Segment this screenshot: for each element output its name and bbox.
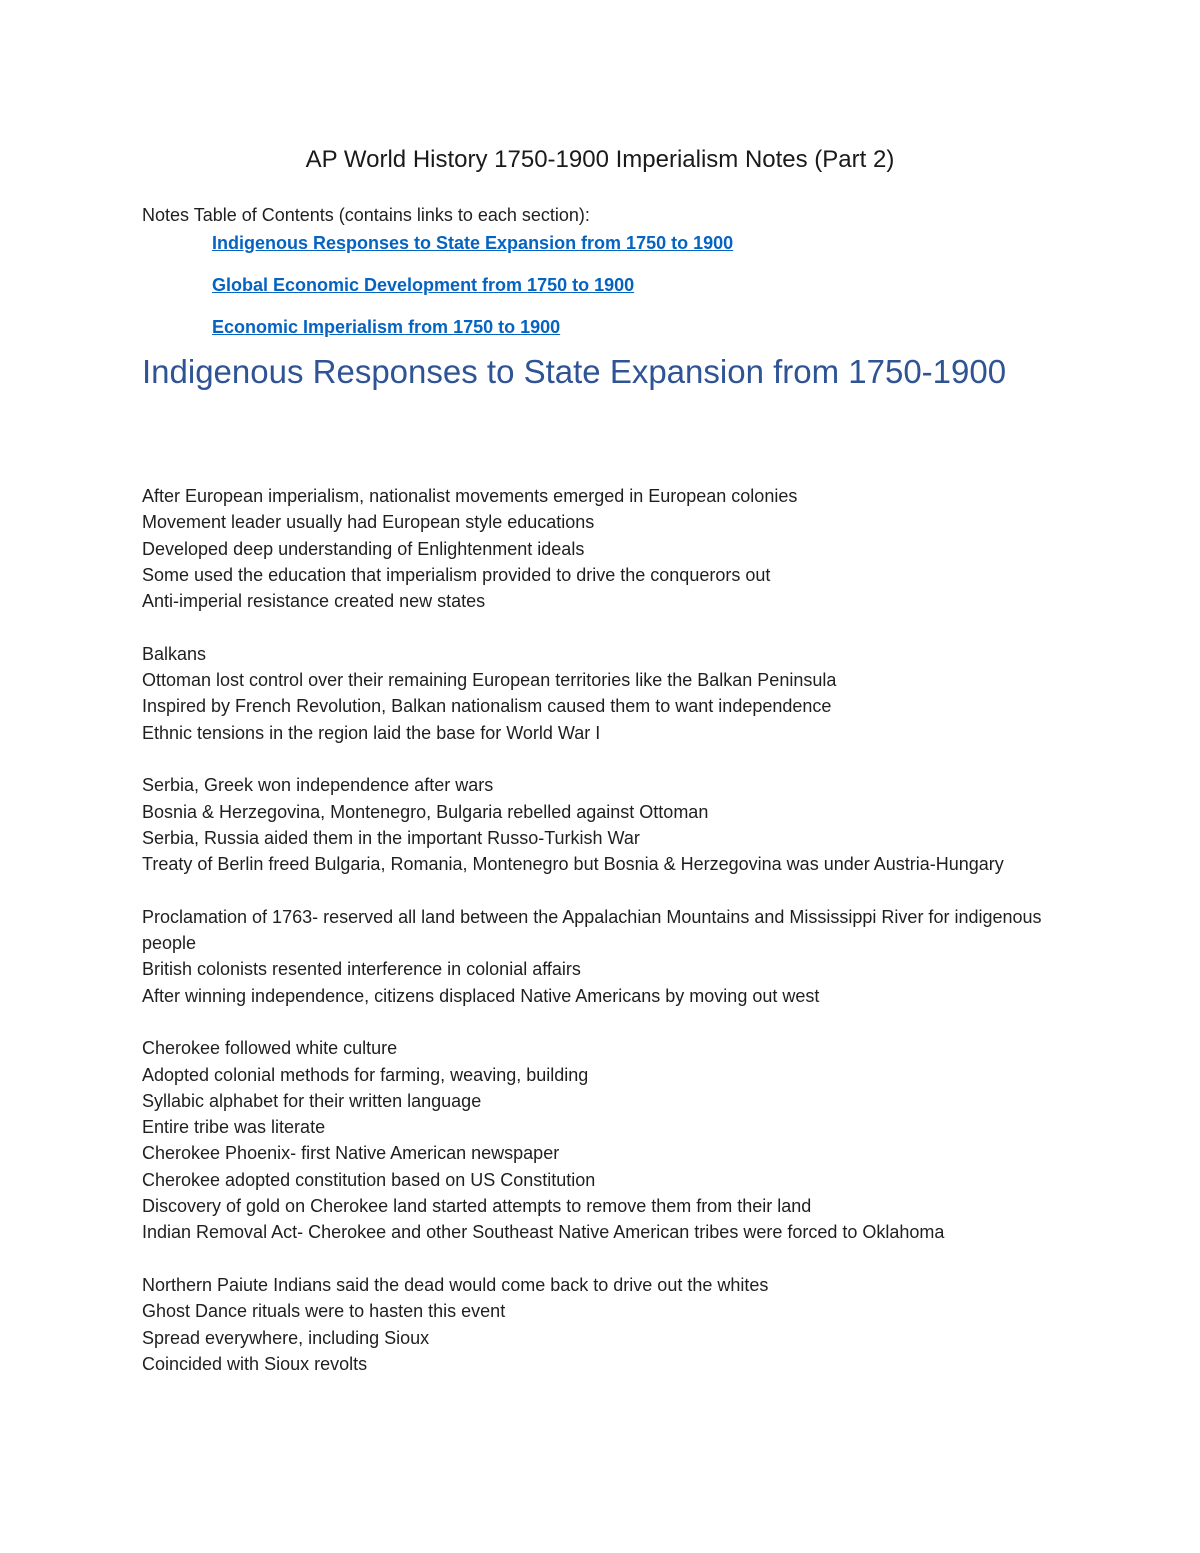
note-line: Some used the education that imperialism provided to drive the conquerors out: [142, 564, 771, 585]
note-line: Proclamation of 1763- reserved all land between the Appalachian Mountains and Mississippi River for indigenous people: [142, 906, 1042, 954]
note-line: Treaty of Berlin freed Bulgaria, Romania, Montenegro but Bosnia & Herzegovina was under Austria-Hungary: [142, 854, 1004, 875]
note-line: Syllabic alphabet for their written language: [142, 1090, 482, 1111]
note-line: Coincided with Sioux revolts: [142, 1353, 368, 1374]
section-heading: Indigenous Responses to State Expansion from 1750-1900: [142, 353, 1007, 390]
notes-body: [142, 483, 1042, 1377]
note-line: Anti-imperial resistance created new states: [142, 591, 486, 612]
note-line: Cherokee Phoenix- first Native American newspaper: [142, 1143, 560, 1164]
note-line: Cherokee followed white culture: [142, 1038, 398, 1059]
note-line: Ottoman lost control over their remaining European territories like the Balkan Peninsula: [142, 670, 837, 691]
note-line: Ethnic tensions in the region laid the base for World War I: [142, 722, 601, 743]
note-line: Serbia, Greek won independence after wars: [142, 775, 494, 796]
note-line: Ghost Dance rituals were to hasten this event: [142, 1301, 506, 1322]
note-line: Entire tribe was literate: [142, 1117, 326, 1138]
note-paragraph: [142, 904, 1042, 1009]
note-line: Discovery of gold on Cherokee land started attempts to remove them from their land: [142, 1196, 812, 1217]
document-title: AP World History 1750-1900 Imperialism Notes (Part 2): [305, 146, 895, 173]
note-paragraph: [142, 641, 1042, 746]
note-line: Serbia, Russia aided them in the important Russo-Turkish War: [142, 827, 640, 848]
note-paragraph: [142, 1272, 1042, 1377]
note-line: Bosnia & Herzegovina, Montenegro, Bulgaria rebelled against Ottoman: [142, 801, 709, 822]
note-paragraph: [142, 483, 1042, 614]
note-line: Northern Paiute Indians said the dead would come back to drive out the whites: [142, 1274, 769, 1295]
note-line: After European imperialism, nationalist movements emerged in European colonies: [142, 486, 798, 506]
note-paragraph: [142, 772, 1042, 877]
toc-intro: Notes Table of Contents (contains links to each section):: [142, 205, 590, 225]
note-line: Movement leader usually had European style educations: [142, 512, 595, 533]
note-line: After winning independence, citizens displaced Native Americans by moving out west: [142, 985, 820, 1006]
note-line: Adopted colonial methods for farming, weaving, building: [142, 1064, 589, 1085]
note-line: Spread everywhere, including Sioux: [142, 1327, 430, 1348]
note-line: Indian Removal Act- Cherokee and other Southeast Native American tribes were forced to Oklahoma: [142, 1222, 945, 1243]
note-line: Developed deep understanding of Enlightenment ideals: [142, 538, 585, 559]
toc-link-indigenous-responses[interactable]: Indigenous Responses to State Expansion from 1750 to 1900: [212, 233, 734, 253]
note-line: Cherokee adopted constitution based on US Constitution: [142, 1169, 596, 1190]
note-line: Inspired by French Revolution, Balkan nationalism caused them to want independence: [142, 696, 832, 717]
note-line: British colonists resented interference in colonial affairs: [142, 959, 581, 980]
toc-link-economic-imperialism[interactable]: Economic Imperialism from 1750 to 1900: [212, 317, 561, 337]
note-paragraph: [142, 1035, 1042, 1245]
toc-link-global-economic-development[interactable]: Global Economic Development from 1750 to 1900: [212, 275, 635, 295]
note-line: Balkans: [142, 643, 207, 664]
